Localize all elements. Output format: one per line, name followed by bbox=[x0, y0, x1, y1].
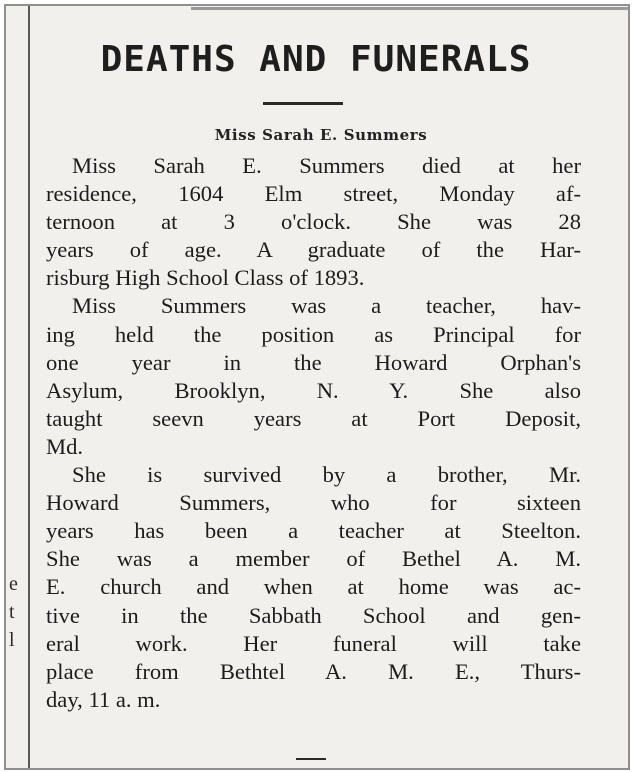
article-line: years has been a teacher at Steelton. bbox=[46, 518, 581, 544]
column-rule bbox=[28, 6, 30, 768]
article-line: tive in the Sabbath School and gen- bbox=[46, 602, 581, 628]
end-rule bbox=[296, 758, 326, 760]
article-line: day, 11 a. m. bbox=[46, 686, 161, 712]
clipping-frame bbox=[4, 4, 630, 770]
headline-rule bbox=[263, 102, 343, 105]
article-line: She was a member of Bethel A. M. bbox=[46, 546, 581, 572]
headline: DEATHS AND FUNERALS bbox=[100, 39, 532, 80]
article-line: Asylum, Brooklyn, N. Y. She also bbox=[46, 377, 581, 403]
article-line: years of age. A graduate of the Har- bbox=[46, 237, 581, 263]
gutter-fragment: l bbox=[9, 629, 15, 651]
article-line: one year in the Howard Orphan's bbox=[46, 349, 581, 375]
article-line: risburg High School Class of 1893. bbox=[46, 265, 365, 291]
article-line: Md. bbox=[46, 433, 84, 459]
article-line: taught seevn years at Port Deposit, bbox=[46, 405, 581, 431]
article-line: Miss Sarah E. Summers died at her bbox=[72, 153, 581, 178]
article-line: ing held the position as Principal for bbox=[46, 321, 581, 347]
subheading: Miss Sarah E. Summers bbox=[214, 126, 428, 144]
article-body bbox=[46, 152, 581, 714]
top-rule bbox=[191, 7, 630, 10]
article-line: eral work. Her funeral will take bbox=[46, 630, 581, 656]
article-line: Miss Summers was a teacher, hav- bbox=[72, 293, 581, 319]
article-line: E. church and when at home was ac- bbox=[46, 574, 581, 600]
article-line: residence, 1604 Elm street, Monday af- bbox=[46, 181, 581, 207]
gutter-fragment: e bbox=[9, 573, 18, 595]
gutter-fragment: t bbox=[9, 601, 15, 623]
article-line: She is survived by a brother, Mr. bbox=[72, 462, 581, 488]
article-line: place from Bethtel A. M. E., Thurs- bbox=[46, 658, 581, 684]
article-line: Howard Summers, who for sixteen bbox=[46, 490, 581, 516]
article-line: ternoon at 3 o'clock. She was 28 bbox=[46, 209, 581, 235]
